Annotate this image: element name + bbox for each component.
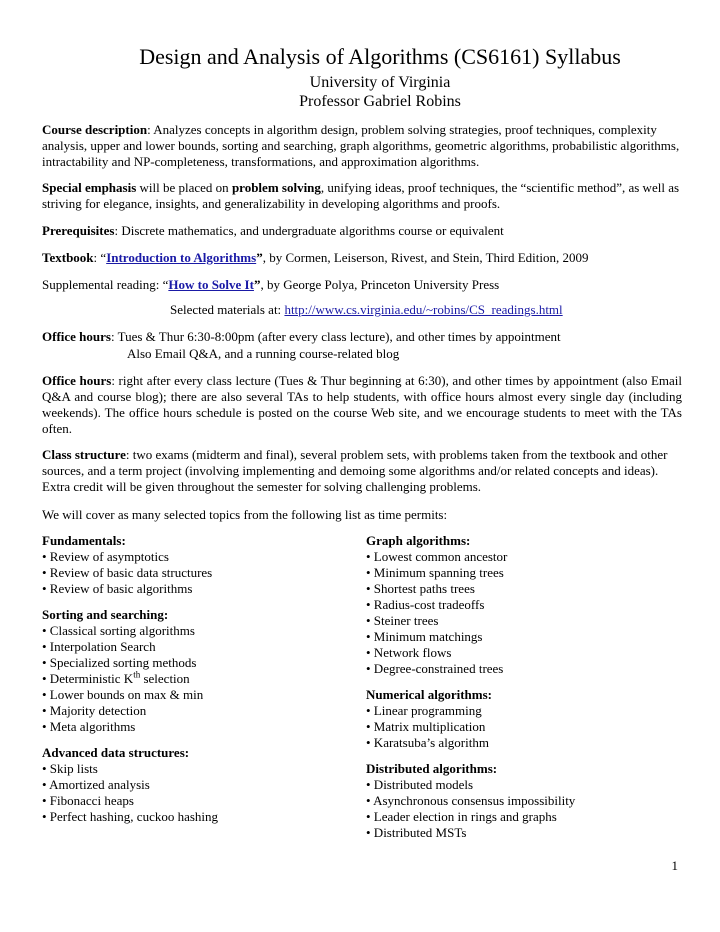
list-item: • Review of basic algorithms: [42, 581, 193, 596]
graph-heading: Graph algorithms:: [366, 533, 471, 548]
list-item: • Distributed models: [366, 777, 474, 792]
office-hours-1: Office hours: Tues & Thur 6:30-8:00pm (after every class lecture), and other times by appointment: [42, 329, 561, 344]
textbook-label: Textbook: [42, 250, 94, 265]
list-item: • Deterministic $K^{th}$ selection: [42, 669, 190, 686]
list-item: • Shortest paths trees: [366, 581, 475, 596]
list-item: • Majority detection: [42, 703, 147, 718]
list-item: • Minimum matchings: [366, 629, 483, 644]
class-structure-label: Class structure: [42, 447, 126, 462]
sorting-heading: Sorting and searching:: [42, 607, 169, 622]
course-description: [42, 122, 682, 170]
course-description-label: Course description: [42, 122, 148, 137]
professor-name: Professor Gabriel Robins: [299, 93, 461, 110]
office-hours-email: Also Email Q&A, and a running course-related blog: [127, 346, 400, 361]
list-item: • Meta algorithms: [42, 719, 136, 734]
list-item: • Amortized analysis: [42, 777, 150, 792]
page-number: 1: [671, 858, 678, 873]
list-item: • Skip lists: [42, 761, 98, 776]
selected-materials: Selected materials at: http://www.cs.virginia.edu/~robins/CS_readings.html: [170, 302, 563, 317]
list-item: • Matrix multiplication: [366, 719, 486, 734]
list-item: • Classical sorting algorithms: [42, 623, 195, 638]
textbook: Textbook: “Introduction to Algorithms”, by Cormen, Leiserson, Rivest, and Stein, Third Edition, 2009: [42, 250, 589, 265]
supplemental-reading: Supplemental reading: “How to Solve It”, by George Polya, Princeton University Press: [42, 277, 500, 292]
list-item: • Network flows: [366, 645, 452, 660]
list-item: • Review of basic data structures: [42, 565, 213, 580]
prerequisites: Prerequisites: Discrete mathematics, and undergraduate algorithms course or equivalent: [42, 223, 504, 238]
list-item: • Karatsuba’s algorithm: [366, 735, 489, 750]
fundamentals-heading: Fundamentals:: [42, 533, 126, 548]
list-item: • Lower bounds on max & min: [42, 687, 204, 702]
office-hours-label-2: Office hours: [42, 373, 112, 388]
office-hours-label: Office hours: [42, 329, 111, 344]
distributed-heading: Distributed algorithms:: [366, 761, 498, 776]
list-item: • Perfect hashing, cuckoo hashing: [42, 809, 219, 824]
prerequisites-label: Prerequisites: [42, 223, 115, 238]
list-item: • Degree-constrained trees: [366, 661, 504, 676]
special-emphasis-label: Special emphasis: [42, 180, 137, 195]
cs-readings-link[interactable]: http://www.cs.virginia.edu/~robins/CS_readings.html: [284, 302, 563, 317]
how-to-solve-it-link[interactable]: How to Solve It: [168, 277, 254, 292]
advanced-ds-heading: Advanced data structures:: [42, 745, 190, 760]
list-item: • Specialized sorting methods: [42, 655, 197, 670]
list-item: • Minimum spanning trees: [366, 565, 504, 580]
list-item: • Interpolation Search: [42, 639, 156, 654]
special-emphasis: Special emphasis will be placed on problem solving, unifying ideas, proof techniques, the “scientific method”, as well as striving for elegance, insights, and generalizability in developing algorithms and proofs.: [42, 180, 680, 211]
office-hours-2: Office hours: right after every class lecture (Tues & Thur beginning at 6:30), and other times by appointment (also Email Q&A and course blog); there are also several TAs to help students, with office hours almost every single day (including weekends). The office hours schedule is posted on the course Web site, and we encourage students to meet with the TAs often.: [42, 373, 683, 436]
page-title: Design and Analysis of Algorithms (CS6161) Syllabus: [139, 44, 621, 69]
left-topic-column: [42, 533, 342, 825]
list-item: • Lowest common ancestor: [366, 549, 508, 564]
course-description-text: : Analyzes concepts in algorithm design, problem solving strategies, proof techniques, complexity analysis, upper and lower bounds, sorting and searching, graph algorithms, geometric algorithms, probabilistic algorithms, intractability and NP-completeness, transformations, and approximation algorithms.: [42, 122, 680, 169]
topics-intro: We will cover as many selected topics from the following list as time permits:: [42, 507, 448, 522]
list-item: • Asynchronous consensus impossibility: [366, 793, 576, 808]
list-item: • Review of asymptotics: [42, 549, 169, 564]
list-item: • Linear programming: [366, 703, 482, 718]
list-item: • Radius-cost tradeoffs: [366, 597, 485, 612]
textbook-link[interactable]: Introduction to Algorithms: [106, 250, 257, 265]
numerical-heading: Numerical algorithms:: [366, 687, 493, 702]
list-item: • Steiner trees: [366, 613, 439, 628]
list-item: • Distributed MSTs: [366, 825, 467, 840]
list-item: • Leader election in rings and graphs: [366, 809, 557, 824]
class-structure: Class structure: two exams (midterm and final), several problem sets, with problems taken from the textbook and other sources, and a term project (involving implementing and demoing some algorithms and/or related concepts and ideas). Extra credit will be given throughout the semester for solving challenging problems.: [42, 447, 668, 494]
problem-solving-bold: problem solving: [231, 180, 321, 195]
right-topic-column: [366, 533, 686, 841]
list-item: • Fibonacci heaps: [42, 793, 134, 808]
university-name: University of Virginia: [309, 74, 451, 91]
